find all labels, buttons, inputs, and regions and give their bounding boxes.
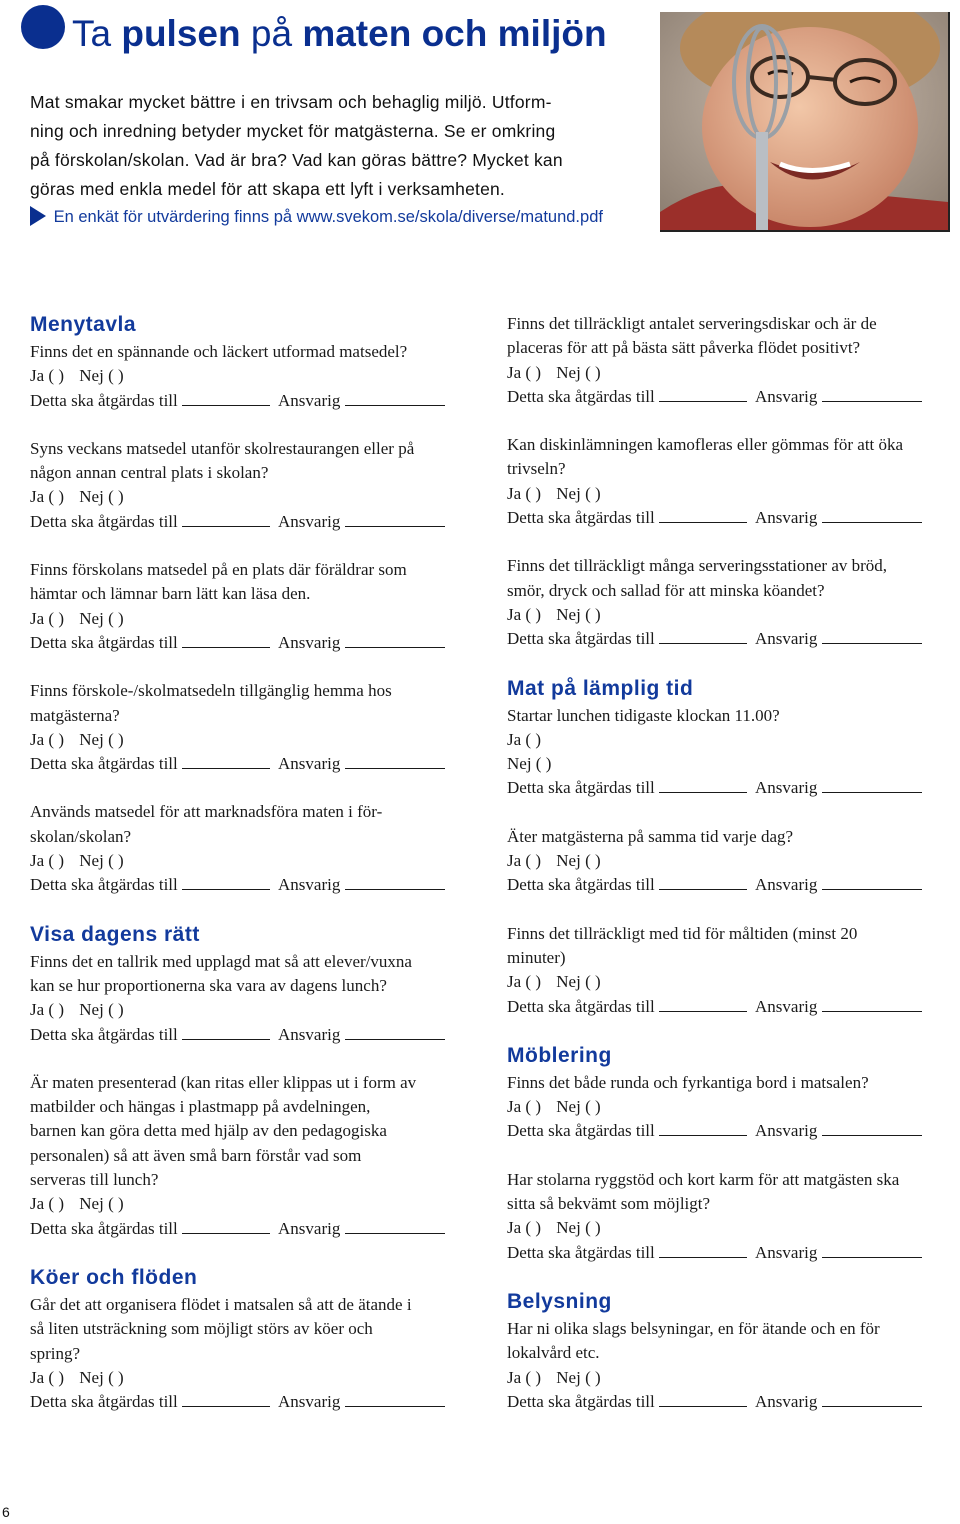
responsible-blank-field[interactable] (822, 629, 922, 644)
answer-row (30, 728, 478, 752)
page-number: 6 (2, 1504, 10, 1520)
responsible-blank-field[interactable] (822, 778, 922, 793)
responsible-label: Ansvarig (755, 508, 818, 528)
no-option[interactable]: Nej ( ) (79, 1000, 124, 1020)
responsible-blank-field[interactable] (822, 875, 922, 890)
question-text: Går det att organisera flödet i matsalen så att de ätande i (30, 1294, 412, 1314)
intro-line: göras med enkla medel för att skapa ett lyft i verksamheten. (30, 179, 505, 199)
date-blank-field[interactable] (182, 633, 270, 648)
responsible-blank-field[interactable] (822, 1121, 922, 1136)
question-block (30, 800, 478, 897)
action-label: Detta ska åtgärdas till (507, 386, 655, 406)
question-block (30, 437, 478, 534)
section-heading: Mat på lämplig tid (507, 676, 694, 700)
responsible-label: Ansvarig (755, 629, 818, 649)
question-text: Används matsedel för att marknadsföra maten i för- (30, 802, 383, 822)
answer-row (507, 849, 959, 873)
answer-row (30, 1192, 478, 1216)
question-block (507, 554, 959, 651)
question-text: Har stolarna ryggstöd och kort karm för att matgästen ska (507, 1169, 900, 1189)
answer-row (30, 1366, 478, 1390)
question-text: minuter) (507, 947, 566, 967)
question-text: någon annan central plats i skolan? (30, 463, 269, 483)
question-text: Syns veckans matsedel utanför skolrestaurangen eller på (30, 438, 415, 458)
survey-link[interactable]: En enkät för utvärdering finns på www.svekom.se/skola/diverse/matund.pdf (53, 208, 603, 226)
responsible-label: Ansvarig (278, 754, 341, 774)
action-label: Detta ska åtgärdas till (30, 1218, 178, 1238)
date-blank-field[interactable] (182, 1219, 270, 1234)
action-label: Detta ska åtgärdas till (30, 632, 178, 652)
yes-option[interactable]: Ja ( ) (507, 972, 541, 992)
survey-link-line[interactable] (30, 206, 603, 227)
action-label: Detta ska åtgärdas till (30, 754, 178, 774)
date-blank-field[interactable] (182, 1025, 270, 1040)
action-row (30, 1023, 478, 1047)
question-text: personalen) så att även små barn förstår vad som (30, 1145, 362, 1165)
yes-option[interactable]: Ja ( ) (507, 729, 541, 749)
no-option[interactable]: Nej ( ) (79, 729, 124, 749)
intro-line: på förskolan/skolan. Vad är bra? Vad kan göras bättre? Mycket kan (30, 150, 563, 170)
responsible-blank-field[interactable] (345, 875, 445, 890)
question-text: kan se hur proportionerna ska vara av dagens lunch? (30, 975, 387, 995)
no-option[interactable]: Nej ( ) (556, 851, 601, 871)
question-text: smör, dryck och sallad för att minska köandet? (507, 580, 825, 600)
answer-row (30, 364, 478, 388)
question-text: Finns det en tallrik med upplagd mat så att elever/vuxna (30, 951, 412, 971)
yes-option[interactable]: Ja ( ) (30, 1194, 64, 1214)
responsible-label: Ansvarig (278, 1392, 341, 1412)
no-option[interactable]: Nej ( ) (556, 972, 601, 992)
action-row (30, 873, 478, 897)
question-text: Äter matgästerna på samma tid varje dag? (507, 826, 794, 846)
title-part-ta: Ta (72, 13, 112, 54)
responsible-label: Ansvarig (755, 996, 818, 1016)
responsible-blank-field[interactable] (822, 1392, 922, 1407)
bullet-circle (21, 5, 65, 49)
responsible-label: Ansvarig (278, 1218, 341, 1238)
question-text: Finns det tillräckligt med tid för måltiden (minst 20 (507, 923, 858, 943)
column-right (507, 312, 959, 1438)
question-text: så liten utsträckning som möjligt störs av köer och (30, 1319, 373, 1339)
responsible-blank-field[interactable] (345, 1219, 445, 1234)
answer-row (507, 482, 959, 506)
action-row (30, 510, 478, 534)
question-block (30, 679, 478, 776)
no-option[interactable]: Nej ( ) (556, 604, 601, 624)
answer-row (507, 1216, 959, 1240)
section-heading: Köer och flöden (30, 1265, 198, 1289)
action-label: Detta ska åtgärdas till (507, 996, 655, 1016)
question-block (507, 433, 959, 530)
question-text: Startar lunchen tidigaste klockan 11.00? (507, 705, 780, 725)
responsible-label: Ansvarig (278, 632, 341, 652)
question-block (507, 1071, 959, 1144)
date-blank-field[interactable] (659, 629, 747, 644)
action-label: Detta ska åtgärdas till (30, 1024, 178, 1044)
date-blank-field[interactable] (659, 997, 747, 1012)
responsible-label: Ansvarig (755, 778, 818, 798)
answer-row (507, 1366, 959, 1390)
date-blank-field[interactable] (659, 778, 747, 793)
title-part-pa: på (250, 13, 293, 54)
question-block (507, 1317, 959, 1414)
action-row (507, 385, 959, 409)
responsible-label: Ansvarig (755, 1242, 818, 1262)
question-text: matgästerna? (30, 705, 120, 725)
action-label: Detta ska åtgärdas till (30, 511, 178, 531)
action-row (507, 995, 959, 1019)
action-row (507, 873, 959, 897)
question-block (30, 340, 478, 413)
date-blank-field[interactable] (659, 387, 747, 402)
no-option[interactable]: Nej ( ) (556, 1097, 601, 1117)
date-blank-field[interactable] (659, 1392, 747, 1407)
title-part-pulsen: pulsen (121, 13, 241, 54)
yes-option[interactable]: Ja ( ) (507, 604, 541, 624)
action-label: Detta ska åtgärdas till (507, 1121, 655, 1141)
responsible-blank-field[interactable] (345, 1025, 445, 1040)
question-text: Finns det tillräckligt antalet serveringsdiskar och är de (507, 314, 877, 333)
responsible-label: Ansvarig (278, 511, 341, 531)
question-text: placeras för att på bästa sätt påverka flödet positivt? (507, 338, 861, 358)
answer-row (30, 607, 478, 631)
no-option[interactable]: Nej ( ) (556, 362, 601, 382)
no-option[interactable]: Nej ( ) (79, 487, 124, 507)
responsible-blank-field[interactable] (822, 1243, 922, 1258)
action-label: Detta ska åtgärdas till (507, 778, 655, 798)
yes-option[interactable]: Ja ( ) (30, 1000, 64, 1020)
date-blank-field[interactable] (182, 391, 270, 406)
page-title (72, 10, 607, 58)
responsible-blank-field[interactable] (345, 512, 445, 527)
question-text: serveras till lunch? (30, 1170, 159, 1190)
intro-text (30, 88, 630, 204)
answer-row (30, 485, 478, 509)
no-option[interactable]: Nej ( ) (507, 754, 552, 774)
action-row (30, 752, 478, 776)
title-part-end: maten och miljön (302, 13, 607, 54)
section-heading: Belysning (507, 1289, 612, 1313)
question-block (30, 558, 478, 655)
date-blank-field[interactable] (659, 508, 747, 523)
date-blank-field[interactable] (659, 1121, 747, 1136)
answer-row (507, 361, 959, 385)
no-option[interactable]: Nej ( ) (79, 1194, 124, 1214)
action-label: Detta ska åtgärdas till (507, 629, 655, 649)
action-label: Detta ska åtgärdas till (507, 1242, 655, 1262)
question-text: skolan/skolan? (30, 826, 132, 846)
question-text: sitta så bekvämt som möjligt? (507, 1194, 711, 1214)
question-text: spring? (30, 1343, 81, 1363)
intro-line: Mat smakar mycket bättre i en trivsam och behaglig miljö. Utform- (30, 92, 552, 112)
no-option[interactable]: Nej ( ) (556, 1218, 601, 1238)
action-row (507, 776, 959, 800)
question-block (30, 1071, 478, 1241)
answer-row (30, 849, 478, 873)
responsible-label: Ansvarig (278, 875, 341, 895)
yes-option[interactable]: Ja ( ) (30, 608, 64, 628)
responsible-blank-field[interactable] (345, 1392, 445, 1407)
yes-option[interactable]: Ja ( ) (30, 1367, 64, 1387)
date-blank-field[interactable] (659, 1243, 747, 1258)
responsible-blank-field[interactable] (822, 997, 922, 1012)
no-option[interactable]: Nej ( ) (79, 366, 124, 386)
action-row (507, 1119, 959, 1143)
question-block (507, 825, 959, 898)
responsible-label: Ansvarig (278, 1024, 341, 1044)
column-left (30, 312, 478, 1438)
action-row (507, 1390, 959, 1414)
responsible-blank-field[interactable] (822, 508, 922, 523)
date-blank-field[interactable] (182, 754, 270, 769)
no-option[interactable]: Nej ( ) (79, 851, 124, 871)
question-text: trivseln? (507, 459, 566, 479)
question-block (30, 1293, 478, 1414)
section-heading: Menytavla (30, 313, 137, 336)
yes-option[interactable]: Ja ( ) (507, 1097, 541, 1117)
question-text: Finns förskolans matsedel på en plats där föräldrar som (30, 560, 407, 580)
action-label: Detta ska åtgärdas till (30, 390, 178, 410)
date-blank-field[interactable] (182, 1392, 270, 1407)
intro-line: ning och inredning betyder mycket för matgästerna. Se er omkring (30, 121, 556, 141)
action-label: Detta ska åtgärdas till (507, 1391, 655, 1411)
responsible-blank-field[interactable] (822, 387, 922, 402)
date-blank-field[interactable] (182, 512, 270, 527)
yes-option[interactable]: Ja ( ) (507, 851, 541, 871)
action-row (507, 1241, 959, 1265)
question-text: matbilder och hängas i plastmapp på avdelningen, (30, 1097, 371, 1117)
yes-option[interactable]: Ja ( ) (507, 1367, 541, 1387)
yes-option[interactable]: Ja ( ) (30, 851, 64, 871)
action-row (507, 506, 959, 530)
question-text: Finns det både runda och fyrkantiga bord i matsalen? (507, 1072, 869, 1092)
responsible-label: Ansvarig (755, 1121, 818, 1141)
arrow-right-icon (30, 206, 46, 226)
responsible-label: Ansvarig (278, 390, 341, 410)
yes-option[interactable]: Ja ( ) (30, 366, 64, 386)
date-blank-field[interactable] (659, 875, 747, 890)
question-text: barnen kan göra detta med hjälp av den pedagogiska (30, 1121, 387, 1141)
question-text: Har ni olika slags belsyningar, en för ätande och en för (507, 1318, 880, 1338)
answer-row (507, 1095, 959, 1119)
yes-option[interactable]: Ja ( ) (30, 487, 64, 507)
action-label: Detta ska åtgärdas till (507, 508, 655, 528)
question-text: Är maten presenterad (kan ritas eller klippas ut i form av (30, 1072, 417, 1092)
responsible-blank-field[interactable] (345, 633, 445, 648)
yes-option[interactable]: Ja ( ) (507, 362, 541, 382)
question-text: Finns det en spännande och läckert utformad matsedel? (30, 342, 408, 361)
action-label: Detta ska åtgärdas till (30, 1392, 178, 1412)
question-text: Kan diskinlämningen kamofleras eller gömmas för att öka (507, 435, 904, 455)
no-option[interactable]: Nej ( ) (79, 1367, 124, 1387)
photo-child-with-whisk (660, 12, 948, 230)
responsible-label: Ansvarig (755, 875, 818, 895)
responsible-label: Ansvarig (755, 1391, 818, 1411)
action-label: Detta ska åtgärdas till (30, 875, 178, 895)
action-row (507, 627, 959, 651)
action-row (30, 1217, 478, 1241)
responsible-blank-field[interactable] (345, 754, 445, 769)
answer-row (30, 998, 478, 1022)
answer-row (507, 970, 959, 994)
question-block (30, 950, 478, 1047)
no-option[interactable]: Nej ( ) (79, 608, 124, 628)
question-block (507, 1168, 959, 1265)
yes-option[interactable]: Ja ( ) (30, 729, 64, 749)
date-blank-field[interactable] (182, 875, 270, 890)
child-photo (660, 12, 950, 232)
section-heading: Möblering (507, 1043, 612, 1067)
section-heading: Visa dagens rätt (30, 922, 200, 946)
question-text: Finns det tillräckligt många serveringsstationer av bröd, (507, 556, 888, 576)
question-block (507, 312, 959, 409)
responsible-label: Ansvarig (755, 386, 818, 406)
action-row (30, 389, 478, 413)
responsible-blank-field[interactable] (345, 391, 445, 406)
action-row (30, 631, 478, 655)
action-row (30, 1390, 478, 1414)
question-text: lokalvård etc. (507, 1343, 600, 1363)
yes-option[interactable]: Ja ( ) (507, 1218, 541, 1238)
no-option[interactable]: Nej ( ) (556, 483, 601, 503)
question-block (507, 704, 959, 801)
answer-row (507, 728, 959, 752)
question-text: hämtar och lämnar barn lätt kan läsa den. (30, 584, 311, 604)
answer-row (507, 752, 959, 776)
question-text: Finns förskole-/skolmatsedeln tillgänglig hemma hos (30, 681, 392, 701)
question-block (507, 922, 959, 1019)
no-option[interactable]: Nej ( ) (556, 1367, 601, 1387)
yes-option[interactable]: Ja ( ) (507, 483, 541, 503)
answer-row (507, 603, 959, 627)
action-label: Detta ska åtgärdas till (507, 875, 655, 895)
